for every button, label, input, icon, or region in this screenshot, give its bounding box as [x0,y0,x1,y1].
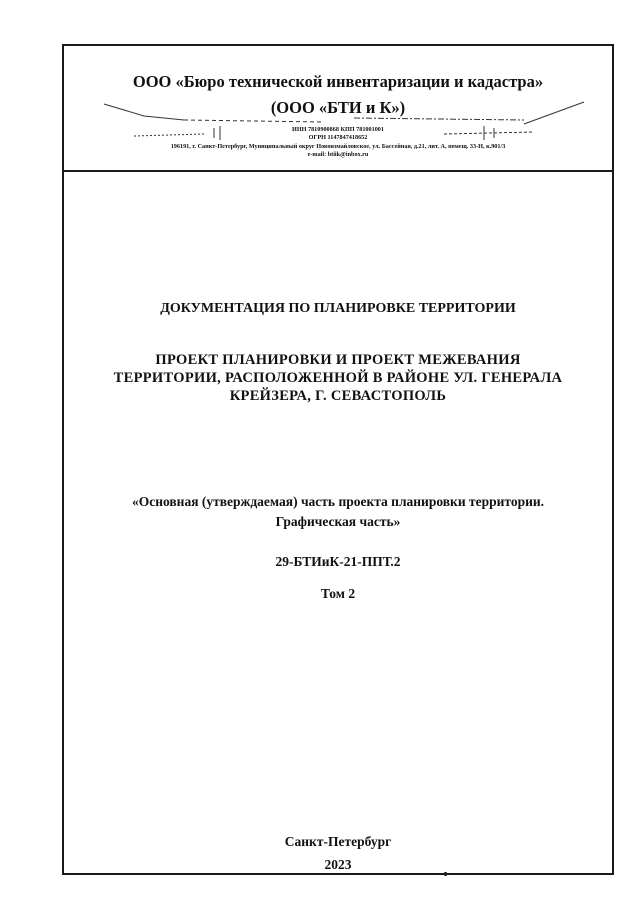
address: 196191, г. Санкт-Петербург, Муниципальный округ Новоизмайловское, ул. Бассейная, д.21, лит. А, помещ. 33-Н, к.901/3 [170,143,506,150]
document-code: 29-БТИиК-21-ППТ.2 [275,554,401,569]
ogrn: ОГРН 1147847418652 [308,134,368,141]
document-type: ДОКУМЕНТАЦИЯ ПО ПЛАНИРОВКЕ ТЕРРИТОРИИ [160,301,516,316]
page-frame [62,44,614,875]
part-name-line-1: «Основная (утверждаемая) часть проекта планировки территории. [131,494,545,509]
year: 2023 [324,857,352,872]
city: Санкт-Петербург [284,834,392,849]
project-title: ПРОЕКТ ПЛАНИРОВКИ И ПРОЕКТ МЕЖЕВАНИЯ ТЕРРИТОРИИ, РАСПОЛОЖЕННОЙ В РАЙОНЕ УЛ. ГЕНЕРАЛА КРЕЙЗЕРА, Г. СЕВАСТОПОЛЬ [113,352,563,404]
organization-short-name: (ООО «БТИ и К») [270,98,406,117]
email: e-mail: btiik@inbox.ru [307,151,369,158]
inn-kpp: ИНН 7810900868 КПП 781001001 [292,126,384,133]
scan-speck [444,872,447,876]
header-divider [64,170,612,172]
part-name [74,492,602,532]
organization-name: ООО «Бюро технической инвентаризации и кадастра» [132,72,544,91]
volume-number: Том 2 [320,586,356,601]
part-name-line-2: Графическая часть» [275,514,401,529]
